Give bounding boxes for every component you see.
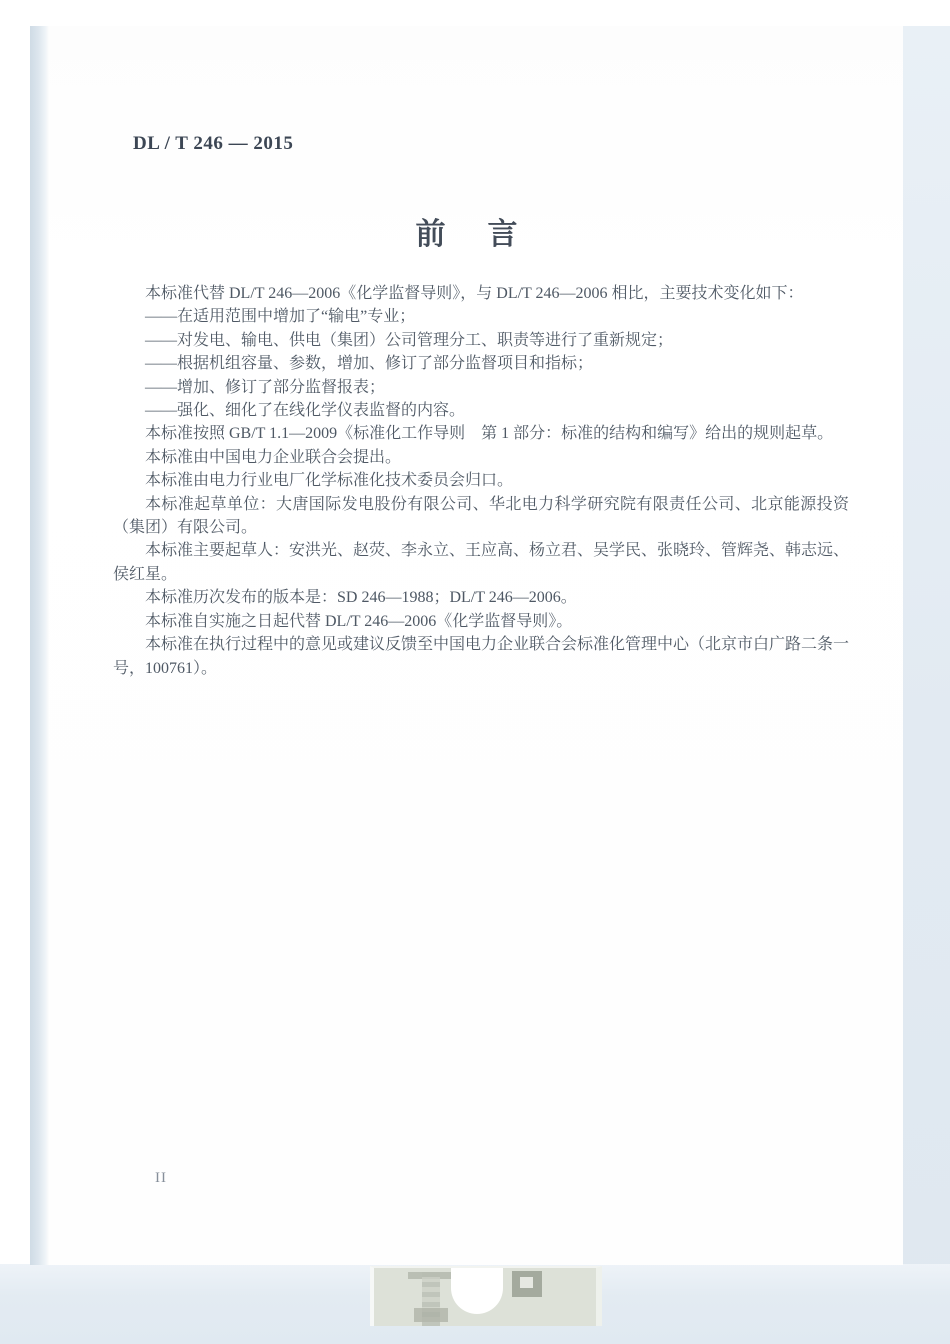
- scanner-background-right: [903, 26, 950, 1344]
- foreword-paragraph: 本标准自实施之日起代替 DL/T 246—2006《化学监督导则》。: [145, 612, 573, 630]
- foreword-paragraph: 本标准由中国电力企业联合会提出。: [145, 448, 402, 466]
- foreword-paragraph: 本标准在执行过程中的意见或建议反馈至中国电力企业联合会标准化管理中心（北京市白广路二条一号，100761）。: [113, 636, 850, 677]
- foreword-paragraph: 本标准代替 DL/T 246—2006《化学监督导则》，与 DL/T 246—2006 相比，主要技术变化如下：: [145, 285, 804, 302]
- page-title: [30, 209, 903, 253]
- foreword-paragraph: 本标准按照 GB/T 1.1—2009《标准化工作导则 第 1 部分：标准的结构和编写》给出的规则起草。: [145, 425, 834, 443]
- next-page-ghost-figure: [512, 1271, 542, 1297]
- page-title-char-2: 言: [487, 218, 518, 251]
- foreword-paragraph: ——增加、修订了部分监督报表；: [145, 378, 386, 396]
- standard-number-header: DL / T 246 — 2015: [133, 133, 294, 154]
- document-page: [30, 26, 903, 1265]
- next-page-ghost-figure: [414, 1308, 448, 1322]
- page-title-char-1: 前: [415, 218, 446, 251]
- page-number: II: [155, 1170, 167, 1186]
- next-page-ghost-figure-inner: [520, 1277, 533, 1288]
- next-page-peek: [370, 1266, 602, 1326]
- foreword-paragraph: 本标准历次发布的版本是：SD 246—1988；DL/T 246—2006。: [145, 589, 577, 607]
- foreword-paragraph: ——根据机组容量、参数，增加、修订了部分监督项目和指标；: [145, 355, 594, 373]
- foreword-body: [113, 282, 849, 680]
- foreword-paragraph: 本标准主要起草人：安洪光、赵荧、李永立、王应高、杨立君、吴学民、张晓玲、管辉尧、韩志远、侯红星。: [113, 542, 850, 583]
- foreword-paragraph: ——对发电、输电、供电（集团）公司管理分工、职责等进行了重新规定；: [145, 331, 674, 349]
- page-thumb-notch: [451, 1266, 503, 1314]
- foreword-paragraph: 本标准由电力行业电厂化学标准化技术委员会归口。: [145, 472, 514, 490]
- foreword-paragraph: 本标准起草单位：大唐国际发电股份有限公司、华北电力科学研究院有限责任公司、北京能源投资（集团）有限公司。: [113, 495, 849, 537]
- foreword-paragraph: ——强化、细化了在线化学仪表监督的内容。: [145, 402, 466, 420]
- foreword-paragraph: ——在适用范围中增加了“输电”专业；: [145, 308, 416, 326]
